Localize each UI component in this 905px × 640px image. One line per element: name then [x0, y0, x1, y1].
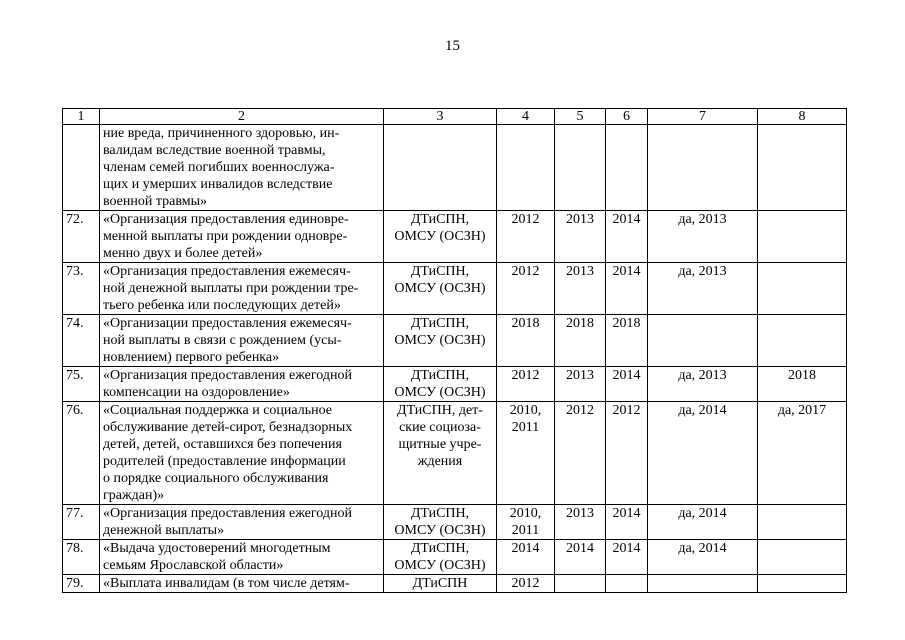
column-header: 8: [758, 109, 847, 125]
column-header: 6: [606, 109, 648, 125]
executor-cell: ДТиСПН: [384, 575, 497, 593]
column-5-cell: 2013: [555, 211, 606, 263]
column-4-cell: 2012: [497, 575, 555, 593]
column-4-cell: [497, 125, 555, 211]
column-6-cell: 2012: [606, 402, 648, 505]
service-name-cell: «Социальная поддержка и социальное обслуживание детей-сирот, безнадзорных детей, детей, оставшихся без попечения родителей (предоставление информации о порядке социального обслуживания граждан)»: [100, 402, 384, 505]
table-row: [63, 575, 847, 593]
column-8-cell: [758, 315, 847, 367]
service-name-cell: «Организация предоставления ежегодной денежной выплаты»: [100, 505, 384, 540]
column-header: 1: [63, 109, 100, 125]
executor-cell: ДТиСПН, дет- ские социоза- щитные учре- ждения: [384, 402, 497, 505]
column-header: 5: [555, 109, 606, 125]
row-number-cell: 76.: [63, 402, 100, 505]
column-5-cell: 2013: [555, 505, 606, 540]
column-5-cell: 2013: [555, 367, 606, 402]
column-8-cell: [758, 540, 847, 575]
column-4-cell: 2014: [497, 540, 555, 575]
column-6-cell: [606, 125, 648, 211]
column-8-cell: [758, 263, 847, 315]
column-6-cell: 2014: [606, 211, 648, 263]
executor-cell: ДТиСПН, ОМСУ (ОСЗН): [384, 505, 497, 540]
executor-cell: ДТиСПН, ОМСУ (ОСЗН): [384, 263, 497, 315]
table-row: [63, 367, 847, 402]
executor-cell: ДТиСПН, ОМСУ (ОСЗН): [384, 315, 497, 367]
service-name-cell: «Выплата инвалидам (в том числе детям-: [100, 575, 384, 593]
service-name-cell: «Организация предоставления ежемесяч- ной денежной выплаты при рождении тре- тьего ребенка или последующих детей»: [100, 263, 384, 315]
column-4-cell: 2010, 2011: [497, 402, 555, 505]
row-number-cell: 77.: [63, 505, 100, 540]
row-number-cell: 78.: [63, 540, 100, 575]
services-table: [62, 108, 847, 593]
column-4-cell: 2012: [497, 211, 555, 263]
column-5-cell: [555, 125, 606, 211]
column-4-cell: 2012: [497, 263, 555, 315]
column-6-cell: [606, 575, 648, 593]
row-number-cell: 72.: [63, 211, 100, 263]
row-number-cell: 73.: [63, 263, 100, 315]
column-7-cell: да, 2013: [648, 263, 758, 315]
column-4-cell: 2018: [497, 315, 555, 367]
table-row: [63, 263, 847, 315]
executor-cell: [384, 125, 497, 211]
column-8-cell: да, 2017: [758, 402, 847, 505]
column-8-cell: [758, 575, 847, 593]
column-header: 3: [384, 109, 497, 125]
table-row: [63, 505, 847, 540]
column-6-cell: 2014: [606, 367, 648, 402]
column-4-cell: 2012: [497, 367, 555, 402]
column-5-cell: 2013: [555, 263, 606, 315]
column-7-cell: да, 2013: [648, 211, 758, 263]
column-8-cell: [758, 505, 847, 540]
service-name-cell: «Выдача удостоверений многодетным семьям Ярославской области»: [100, 540, 384, 575]
column-6-cell: 2014: [606, 505, 648, 540]
column-6-cell: 2014: [606, 263, 648, 315]
column-header: 4: [497, 109, 555, 125]
row-number-cell: 79.: [63, 575, 100, 593]
column-7-cell: да, 2014: [648, 402, 758, 505]
executor-cell: ДТиСПН, ОМСУ (ОСЗН): [384, 211, 497, 263]
column-header: 2: [100, 109, 384, 125]
column-8-cell: [758, 125, 847, 211]
service-name-cell: ние вреда, причиненного здоровью, ин- валидам вследствие военной травмы, членам семей погибших военнослужа- щих и умерших инвалидов вследствие военной травмы»: [100, 125, 384, 211]
row-number-cell: 75.: [63, 367, 100, 402]
row-number-cell: [63, 125, 100, 211]
table-row: [63, 125, 847, 211]
service-name-cell: «Организация предоставления единовре- менной выплаты при рождении одновре- менно двух и более детей»: [100, 211, 384, 263]
service-name-cell: «Организация предоставления ежегодной компенсации на оздоровление»: [100, 367, 384, 402]
column-5-cell: 2012: [555, 402, 606, 505]
executor-cell: ДТиСПН, ОМСУ (ОСЗН): [384, 367, 497, 402]
table-row: [63, 211, 847, 263]
column-7-cell: [648, 125, 758, 211]
column-7-cell: [648, 575, 758, 593]
column-5-cell: [555, 575, 606, 593]
page-number: 15: [445, 38, 460, 54]
executor-cell: ДТиСПН, ОМСУ (ОСЗН): [384, 540, 497, 575]
column-4-cell: 2010, 2011: [497, 505, 555, 540]
table-header-row: [63, 109, 847, 125]
column-6-cell: 2018: [606, 315, 648, 367]
service-name-cell: «Организации предоставления ежемесяч- ной выплаты в связи с рождением (усы- новлением) первого ребенка»: [100, 315, 384, 367]
column-7-cell: да, 2014: [648, 505, 758, 540]
column-7-cell: [648, 315, 758, 367]
column-6-cell: 2014: [606, 540, 648, 575]
column-7-cell: да, 2013: [648, 367, 758, 402]
column-5-cell: 2018: [555, 315, 606, 367]
column-header: 7: [648, 109, 758, 125]
column-8-cell: [758, 211, 847, 263]
row-number-cell: 74.: [63, 315, 100, 367]
table-row: [63, 402, 847, 505]
column-5-cell: 2014: [555, 540, 606, 575]
column-8-cell: 2018: [758, 367, 847, 402]
table-row: [63, 315, 847, 367]
table-row: [63, 540, 847, 575]
column-7-cell: да, 2014: [648, 540, 758, 575]
